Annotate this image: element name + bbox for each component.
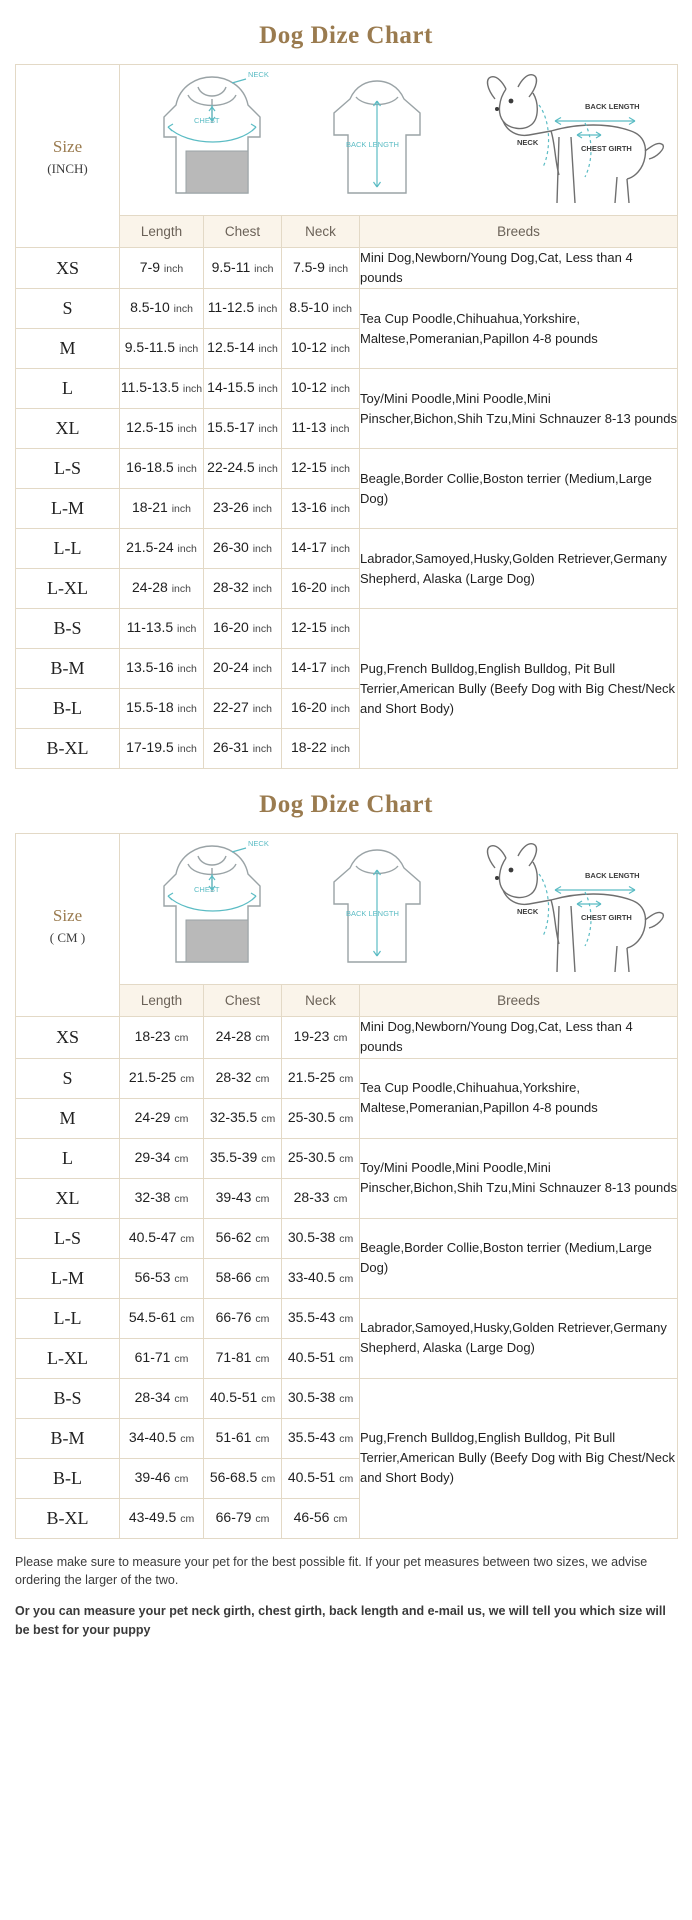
cell-chest: 71-81 cm bbox=[204, 1338, 282, 1378]
dog-measure-diagram-icon bbox=[459, 65, 669, 215]
cell-length: 8.5-10 inch bbox=[120, 289, 204, 329]
cell-chest: 66-79 cm bbox=[204, 1498, 282, 1538]
dog-measure-diagram-icon bbox=[459, 834, 669, 984]
cell-size: L-M bbox=[16, 1258, 120, 1298]
cell-neck: 12-15 inch bbox=[282, 449, 360, 489]
cell-chest: 32-35.5 cm bbox=[204, 1098, 282, 1138]
cell-length: 7-9 inch bbox=[120, 248, 204, 289]
cell-length: 39-46 cm bbox=[120, 1458, 204, 1498]
cell-neck: 16-20 inch bbox=[282, 689, 360, 729]
cell-size: B-S bbox=[16, 609, 120, 649]
cell-neck: 18-22 inch bbox=[282, 729, 360, 769]
cell-neck: 12-15 inch bbox=[282, 609, 360, 649]
cell-chest: 22-27 inch bbox=[204, 689, 282, 729]
cell-breeds: Beagle,Border Collie,Boston terrier (Medium,Large Dog) bbox=[360, 449, 678, 529]
cell-size: B-M bbox=[16, 649, 120, 689]
cell-size: XS bbox=[16, 1017, 120, 1058]
cell-size: L-XL bbox=[16, 569, 120, 609]
label-back-length: BACK LENGTH bbox=[346, 909, 400, 919]
cell-length: 24-29 cm bbox=[120, 1098, 204, 1138]
cell-neck: 28-33 cm bbox=[282, 1178, 360, 1218]
size-header-unit: ( CM ) bbox=[49, 930, 86, 946]
label-neck: NECK bbox=[248, 70, 269, 79]
label-back-length-2: BACK LENGTH bbox=[584, 871, 640, 881]
cell-breeds: Mini Dog,Newborn/Young Dog,Cat, Less than 4 pounds bbox=[360, 1017, 678, 1058]
page-title-inch: Dog Dize Chart bbox=[259, 22, 433, 49]
label-back-length-2: BACK LENGTH bbox=[584, 102, 640, 111]
cell-size: B-S bbox=[16, 1378, 120, 1418]
table-row bbox=[16, 834, 678, 985]
label-neck-2: NECK bbox=[516, 907, 539, 917]
cell-length: 32-38 cm bbox=[120, 1178, 204, 1218]
label-neck-2: NECK bbox=[516, 138, 539, 147]
page-title-cm: Dog Dize Chart bbox=[259, 791, 433, 819]
cell-length: 43-49.5 cm bbox=[120, 1498, 204, 1538]
cell-size: M bbox=[16, 1098, 120, 1138]
cell-chest: 56-62 cm bbox=[204, 1218, 282, 1258]
table-row bbox=[16, 609, 678, 649]
diagram-cell-inch bbox=[120, 65, 678, 216]
cell-breeds: Tea Cup Poodle,Chihuahua,Yorkshire, Maltese,Pomeranian,Papillon 4-8 pounds bbox=[360, 289, 678, 369]
cell-neck: 19-23 cm bbox=[282, 1017, 360, 1058]
cell-neck: 21.5-25 cm bbox=[282, 1058, 360, 1098]
cell-chest: 24-28 cm bbox=[204, 1017, 282, 1058]
column-header-chest: Chest bbox=[204, 985, 282, 1017]
column-header-neck: Neck bbox=[282, 216, 360, 248]
cell-chest: 35.5-39 cm bbox=[204, 1138, 282, 1178]
table-row bbox=[16, 289, 678, 329]
table-row bbox=[16, 449, 678, 489]
cell-length: 54.5-61 cm bbox=[120, 1298, 204, 1338]
footnote-email-advice: Or you can measure your pet neck girth, chest girth, back length and e-mail us, we will tell you which size will be best for your puppy bbox=[15, 1604, 666, 1637]
table-row bbox=[16, 529, 678, 569]
cell-chest: 20-24 inch bbox=[204, 649, 282, 689]
column-header-neck: Neck bbox=[282, 985, 360, 1017]
label-chest: CHEST bbox=[194, 116, 220, 125]
cell-chest: 9.5-11 inch bbox=[204, 248, 282, 289]
cell-length: 61-71 cm bbox=[120, 1338, 204, 1378]
cell-length: 24-28 inch bbox=[120, 569, 204, 609]
table-row bbox=[16, 1138, 678, 1178]
table-row bbox=[16, 248, 678, 289]
cell-neck: 10-12 inch bbox=[282, 369, 360, 409]
cell-neck: 8.5-10 inch bbox=[282, 289, 360, 329]
label-chest-girth: CHEST GIRTH bbox=[580, 913, 632, 923]
cell-size: L-S bbox=[16, 449, 120, 489]
column-header-chest: Chest bbox=[204, 216, 282, 248]
label-back-length: BACK LENGTH bbox=[346, 140, 400, 149]
cell-size: M bbox=[16, 329, 120, 369]
table-row bbox=[16, 65, 678, 216]
cell-length: 12.5-15 inch bbox=[120, 409, 204, 449]
cell-chest: 66-76 cm bbox=[204, 1298, 282, 1338]
cell-length: 18-21 inch bbox=[120, 489, 204, 529]
cell-neck: 25-30.5 cm bbox=[282, 1138, 360, 1178]
size-table-inch bbox=[15, 64, 678, 769]
size-header-cell bbox=[16, 834, 120, 1017]
diagram-wrap bbox=[120, 65, 677, 215]
hoodie-back-diagram-icon bbox=[312, 834, 442, 984]
label-chest-girth: CHEST GIRTH bbox=[580, 144, 632, 153]
cell-size: L bbox=[16, 1138, 120, 1178]
cell-neck: 33-40.5 cm bbox=[282, 1258, 360, 1298]
cell-length: 40.5-47 cm bbox=[120, 1218, 204, 1258]
cell-breeds: Pug,French Bulldog,English Bulldog, Pit Bull Terrier,American Bully (Beefy Dog with Big Chest/Neck and Short Body) bbox=[360, 1378, 678, 1538]
cell-breeds: Toy/Mini Poodle,Mini Poodle,Mini Pinscher,Bichon,Shih Tzu,Mini Schnauzer 8-13 pounds bbox=[360, 369, 678, 449]
hoodie-back-diagram-icon bbox=[312, 65, 442, 215]
cell-neck: 46-56 cm bbox=[282, 1498, 360, 1538]
cell-size: B-XL bbox=[16, 1498, 120, 1538]
cell-length: 16-18.5 inch bbox=[120, 449, 204, 489]
footnote-measure-advice: Please make sure to measure your pet for the best possible fit. If your pet measures between two sizes, we advise ordering the larger of the two. bbox=[15, 1554, 648, 1588]
cell-size: S bbox=[16, 289, 120, 329]
size-table-cm bbox=[15, 833, 678, 1538]
chart-block-inch bbox=[0, 0, 692, 769]
column-header-breeds: Breeds bbox=[360, 985, 678, 1017]
cell-length: 11-13.5 inch bbox=[120, 609, 204, 649]
cell-length: 21.5-24 inch bbox=[120, 529, 204, 569]
cell-breeds: Mini Dog,Newborn/Young Dog,Cat, Less than 4 pounds bbox=[360, 248, 678, 289]
cell-chest: 51-61 cm bbox=[204, 1418, 282, 1458]
cell-length: 21.5-25 cm bbox=[120, 1058, 204, 1098]
size-header-label: Size bbox=[52, 905, 83, 925]
cell-neck: 10-12 inch bbox=[282, 329, 360, 369]
cell-chest: 12.5-14 inch bbox=[204, 329, 282, 369]
cell-chest: 22-24.5 inch bbox=[204, 449, 282, 489]
table-row bbox=[16, 1058, 678, 1098]
cell-chest: 28-32 cm bbox=[204, 1058, 282, 1098]
cell-neck: 35.5-43 cm bbox=[282, 1418, 360, 1458]
cell-size: S bbox=[16, 1058, 120, 1098]
cell-neck: 14-17 inch bbox=[282, 529, 360, 569]
cell-neck: 30.5-38 cm bbox=[282, 1218, 360, 1258]
cell-neck: 7.5-9 inch bbox=[282, 248, 360, 289]
cell-neck: 30.5-38 cm bbox=[282, 1378, 360, 1418]
size-header-label: Size bbox=[52, 136, 83, 156]
cell-neck: 40.5-51 cm bbox=[282, 1338, 360, 1378]
cell-chest: 16-20 inch bbox=[204, 609, 282, 649]
column-header-length: Length bbox=[120, 985, 204, 1017]
cell-size: L-L bbox=[16, 529, 120, 569]
cell-chest: 26-31 inch bbox=[204, 729, 282, 769]
cell-size: L-M bbox=[16, 489, 120, 529]
cell-length: 13.5-16 inch bbox=[120, 649, 204, 689]
cell-breeds: Labrador,Samoyed,Husky,Golden Retriever,Germany Shepherd, Alaska (Large Dog) bbox=[360, 529, 678, 609]
cell-length: 56-53 cm bbox=[120, 1258, 204, 1298]
cell-breeds: Toy/Mini Poodle,Mini Poodle,Mini Pinscher,Bichon,Shih Tzu,Mini Schnauzer 8-13 pounds bbox=[360, 1138, 678, 1218]
size-header-cell bbox=[16, 65, 120, 248]
cell-neck: 11-13 inch bbox=[282, 409, 360, 449]
cell-size: B-L bbox=[16, 689, 120, 729]
hoodie-front-diagram-icon bbox=[128, 834, 296, 984]
table-row bbox=[16, 369, 678, 409]
cell-length: 28-34 cm bbox=[120, 1378, 204, 1418]
cell-chest: 26-30 inch bbox=[204, 529, 282, 569]
cell-breeds: Tea Cup Poodle,Chihuahua,Yorkshire, Maltese,Pomeranian,Papillon 4-8 pounds bbox=[360, 1058, 678, 1138]
diagram-wrap bbox=[120, 834, 677, 984]
chart-block-cm bbox=[0, 769, 692, 1538]
cell-neck: 14-17 inch bbox=[282, 649, 360, 689]
cell-length: 29-34 cm bbox=[120, 1138, 204, 1178]
cell-chest: 23-26 inch bbox=[204, 489, 282, 529]
table-row bbox=[16, 1298, 678, 1338]
column-header-length: Length bbox=[120, 216, 204, 248]
cell-length: 18-23 cm bbox=[120, 1017, 204, 1058]
cell-chest: 40.5-51 cm bbox=[204, 1378, 282, 1418]
table-row bbox=[16, 1378, 678, 1418]
table-row bbox=[16, 1218, 678, 1258]
cell-size: B-XL bbox=[16, 729, 120, 769]
label-chest: CHEST bbox=[194, 885, 220, 895]
diagram-cell-cm bbox=[120, 834, 678, 985]
cell-neck: 25-30.5 cm bbox=[282, 1098, 360, 1138]
cell-breeds: Pug,French Bulldog,English Bulldog, Pit Bull Terrier,American Bully (Beefy Dog with Big Chest/Neck and Short Body) bbox=[360, 609, 678, 769]
cell-length: 11.5-13.5 inch bbox=[120, 369, 204, 409]
table-row bbox=[16, 1017, 678, 1058]
cell-size: L-S bbox=[16, 1218, 120, 1258]
cell-chest: 39-43 cm bbox=[204, 1178, 282, 1218]
cell-length: 34-40.5 cm bbox=[120, 1418, 204, 1458]
cell-length: 9.5-11.5 inch bbox=[120, 329, 204, 369]
cell-size: L-XL bbox=[16, 1338, 120, 1378]
cell-size: B-L bbox=[16, 1458, 120, 1498]
cell-chest: 11-12.5 inch bbox=[204, 289, 282, 329]
cell-chest: 14-15.5 inch bbox=[204, 369, 282, 409]
cell-length: 17-19.5 inch bbox=[120, 729, 204, 769]
cell-neck: 16-20 inch bbox=[282, 569, 360, 609]
cell-chest: 15.5-17 inch bbox=[204, 409, 282, 449]
cell-breeds: Labrador,Samoyed,Husky,Golden Retriever,Germany Shepherd, Alaska (Large Dog) bbox=[360, 1298, 678, 1378]
cell-size: L bbox=[16, 369, 120, 409]
cell-neck: 40.5-51 cm bbox=[282, 1458, 360, 1498]
cell-size: L-L bbox=[16, 1298, 120, 1338]
cell-neck: 13-16 inch bbox=[282, 489, 360, 529]
cell-size: XL bbox=[16, 1178, 120, 1218]
cell-size: XL bbox=[16, 409, 120, 449]
column-header-breeds: Breeds bbox=[360, 216, 678, 248]
cell-breeds: Beagle,Border Collie,Boston terrier (Medium,Large Dog) bbox=[360, 1218, 678, 1298]
cell-size: XS bbox=[16, 248, 120, 289]
cell-neck: 35.5-43 cm bbox=[282, 1298, 360, 1338]
label-neck: NECK bbox=[248, 839, 269, 849]
hoodie-front-diagram-icon bbox=[128, 65, 296, 215]
cell-chest: 58-66 cm bbox=[204, 1258, 282, 1298]
cell-chest: 56-68.5 cm bbox=[204, 1458, 282, 1498]
cell-length: 15.5-18 inch bbox=[120, 689, 204, 729]
cell-chest: 28-32 inch bbox=[204, 569, 282, 609]
cell-size: B-M bbox=[16, 1418, 120, 1458]
size-header-unit: (INCH) bbox=[47, 161, 88, 176]
